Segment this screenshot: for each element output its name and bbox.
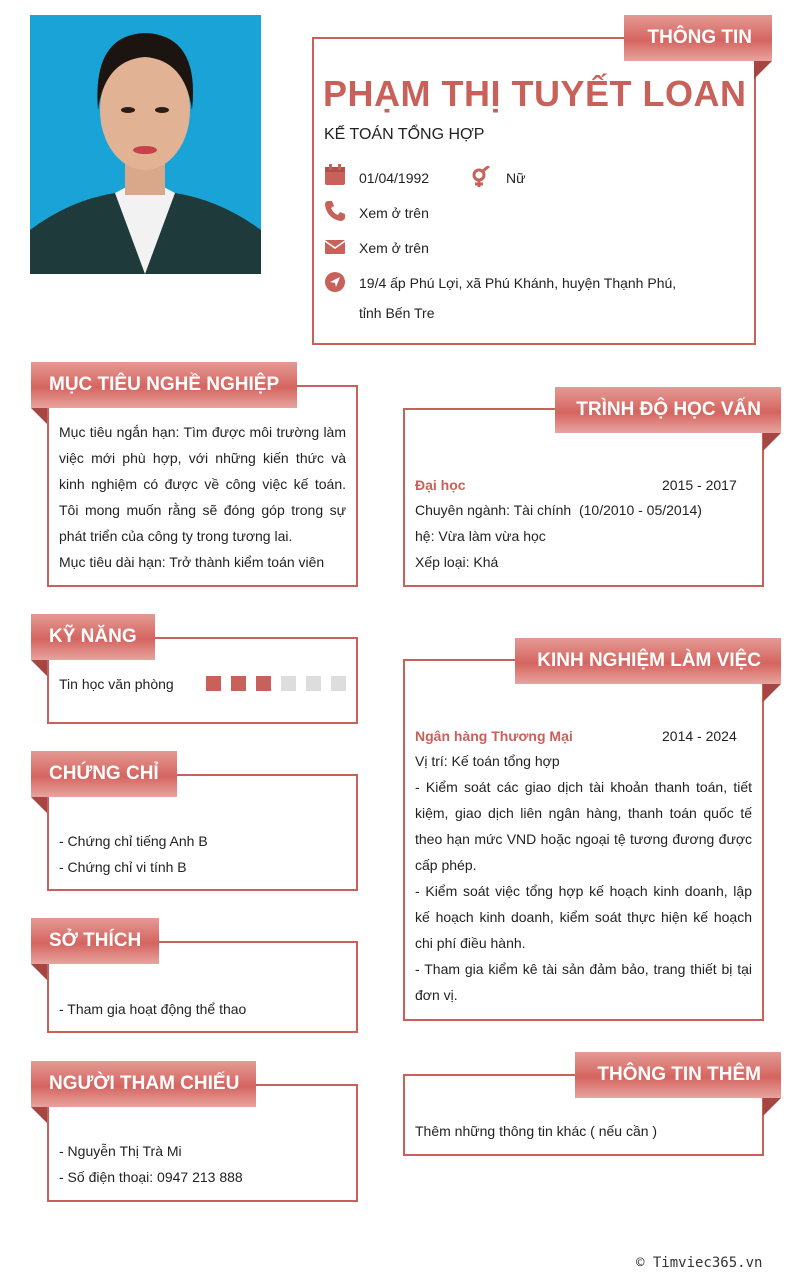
skill-level-empty xyxy=(331,676,346,691)
additional-title: THÔNG TIN THÊM xyxy=(597,1064,761,1085)
references-ribbon xyxy=(31,1061,256,1107)
education-school: Đại học xyxy=(415,477,466,493)
skill-name: Tin học văn phòng xyxy=(59,676,174,692)
info-title: THÔNG TIN xyxy=(647,27,752,48)
objective-long-term: Mục tiêu dài hạn: Trở thành kiểm toán viên xyxy=(59,554,325,570)
info-ribbon xyxy=(624,15,772,61)
email: Xem ở trên xyxy=(359,240,429,256)
objective-short-term: Mục tiêu ngắn hạn: Tìm được môi trường làm việc mới phù hợp, với những kiến thức và kinh nghiệm có được về công việc kế toán. Tôi mong muốn rằng sẽ đóng góp trong sự phát triển của công ty trong tương lai. xyxy=(59,424,346,544)
ribbon-fold xyxy=(31,660,47,676)
footer-copyright: © Timviec365.vn xyxy=(636,1255,763,1271)
experience-position: Vị trí: Kế toán tổng hợp xyxy=(415,753,560,769)
skill-level-filled xyxy=(256,676,271,691)
ribbon-fold xyxy=(763,684,781,702)
experience-duty: - Kiểm soát các giao dịch tài khoản thanh toán, tiết kiệm, giao dịch liên ngân hàng, thanh toán quốc tế theo hạn mức VND hoặc ngoại tệ tương đương được cấp phép. xyxy=(415,779,752,873)
skill-level-bar xyxy=(206,676,346,692)
experience-duty: - Kiểm soát việc tổng hợp kế hoạch kinh doanh, lập kế hoạch kinh doanh, kiểm soát thực hiện kế hoạch chi phí điều hành. xyxy=(415,883,752,951)
gender: Nữ xyxy=(506,170,526,186)
ribbon-fold xyxy=(754,61,772,79)
certificates-title: CHỨNG CHỈ xyxy=(49,763,159,784)
calendar-icon xyxy=(324,164,346,186)
additional-text: Thêm những thông tin khác ( nếu cần ) xyxy=(415,1123,658,1139)
objective-ribbon xyxy=(31,362,297,408)
experience-title: KINH NGHIỆM LÀM VIỆC xyxy=(537,650,761,671)
location-icon xyxy=(324,271,346,293)
profile-photo xyxy=(30,15,261,274)
reference-item: - Số điện thoại: 0947 213 888 xyxy=(59,1169,243,1185)
skill-level-empty xyxy=(306,676,321,691)
reference-item: - Nguyễn Thị Trà Mi xyxy=(59,1143,182,1159)
ribbon-fold xyxy=(763,1098,781,1116)
ribbon-fold xyxy=(31,797,47,813)
hobbies-ribbon xyxy=(31,918,159,964)
additional-ribbon xyxy=(575,1052,781,1098)
address-line-2: tỉnh Bến Tre xyxy=(359,305,435,321)
phone: Xem ở trên xyxy=(359,205,429,221)
education-title: TRÌNH ĐỘ HỌC VẤN xyxy=(576,399,761,420)
ribbon-fold xyxy=(31,964,47,980)
education-ribbon xyxy=(555,387,781,433)
phone-icon xyxy=(324,200,346,222)
email-icon xyxy=(324,236,346,258)
education-period: 2015 - 2017 xyxy=(662,477,737,493)
gender-icon xyxy=(470,166,492,188)
education-grade: Xếp loại: Khá xyxy=(415,554,499,570)
candidate-name: PHẠM THỊ TUYẾT LOAN xyxy=(323,73,747,114)
ribbon-fold xyxy=(31,408,47,424)
job-title: KẾ TOÁN TỔNG HỢP xyxy=(324,126,485,143)
certificate-item: - Chứng chỉ tiếng Anh B xyxy=(59,833,208,849)
birthdate: 01/04/1992 xyxy=(359,170,430,186)
education-major: Chuyên ngành: Tài chính (10/2010 - 05/2014) xyxy=(415,502,702,518)
skills-title: KỸ NĂNG xyxy=(49,626,137,647)
objective-title: MỤC TIÊU NGHỀ NGHIỆP xyxy=(49,374,280,395)
references-title: NGƯỜI THAM CHIẾU xyxy=(49,1073,240,1094)
skill-level-filled xyxy=(206,676,221,691)
experience-company: Ngân hàng Thương Mại xyxy=(415,728,573,744)
skills-ribbon xyxy=(31,614,155,660)
experience-ribbon xyxy=(515,638,781,684)
ribbon-fold xyxy=(763,433,781,451)
certificates-ribbon xyxy=(31,751,177,797)
experience-period: 2014 - 2024 xyxy=(662,728,737,744)
skill-level-empty xyxy=(281,676,296,691)
certificate-item: - Chứng chỉ vi tính B xyxy=(59,859,187,875)
education-mode: hệ: Vừa làm vừa học xyxy=(415,528,546,544)
hobbies-title: SỞ THÍCH xyxy=(49,930,142,951)
experience-duty: - Tham gia kiểm kê tài sản đảm bảo, trang thiết bị tại đơn vị. xyxy=(415,961,752,1003)
skill-level-filled xyxy=(231,676,246,691)
address-line-1: 19/4 ấp Phú Lợi, xã Phú Khánh, huyện Thạnh Phú, xyxy=(359,275,677,291)
hobby-item: - Tham gia hoạt động thể thao xyxy=(59,1001,247,1017)
ribbon-fold xyxy=(31,1107,47,1123)
